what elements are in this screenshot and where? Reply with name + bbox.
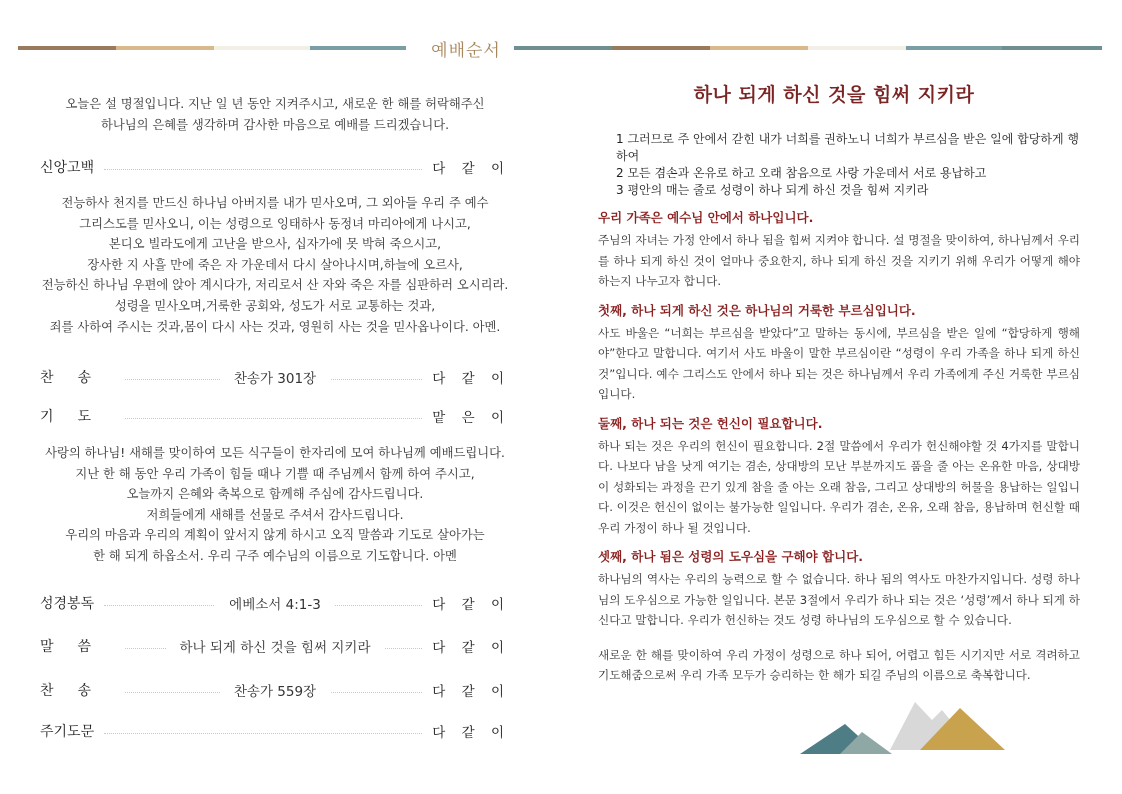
sermon-section — [598, 302, 1080, 405]
reading-row — [40, 592, 510, 614]
leader-dots — [104, 732, 422, 734]
leader-dots — [125, 417, 422, 419]
header-bar-segment — [18, 46, 116, 50]
creed-text — [40, 193, 510, 337]
header-bar-segment — [116, 46, 214, 50]
header-bar-segment — [710, 46, 808, 50]
creed-line: 그리스도를 믿사오니, 이는 성령으로 잉태하사 동정녀 마리아에게 나시고, — [79, 216, 471, 231]
header-bar-segment — [514, 46, 612, 50]
hymn-number: 찬송가 559장 — [40, 680, 510, 700]
hymn-leader: 다 같 이 — [432, 684, 510, 700]
conclusion-body: 새로운 한 해를 맞이하여 우리 가정이 성령으로 하나 되어, 어렵고 힘든 시기지만 서로 격려하고 기도해줌으로써 우리 가족 모두가 승리하는 한 해가 되길 주님의 이름으로 축복합니다. — [598, 647, 1080, 682]
reading-label: 성경봉독 — [40, 596, 95, 612]
reading-leader: 다 같 이 — [432, 597, 510, 613]
sermon-label: 말씀 — [40, 639, 116, 655]
creed-line: 전능하신 하나님 우편에 앉아 계시다가, 저리로서 산 자와 죽은 자를 심판하러 오시리라. — [41, 278, 509, 293]
hymn-number: 찬송가 301장 — [40, 367, 510, 387]
leader-dots — [104, 168, 422, 170]
leader-dots — [125, 691, 422, 693]
creed-leader: 다 같 이 — [432, 161, 510, 177]
prayer-row — [40, 405, 510, 427]
section-body: 사도 바울은 “너희는 부르심을 받았다”고 말하는 동시에, 부르심을 받은 일에 “합당하게 행해야”한다고 말합니다. 여기서 사도 바울이 말한 부르심이란 “성령이 우리 가족을 하나 되게 하신 것”입니다. 예수 그리스도 안에서 하나 되는 것은 하나님께서 우리 가족에게 주신 거룩한 부르심입니다. — [598, 325, 1080, 401]
reading-passage: 에베소서 4:1-3 — [40, 593, 510, 613]
creed-line: 전능하사 천지를 만드신 하나님 아버지를 내가 믿사오며, 그 외아들 우리 주 예수 — [61, 196, 489, 210]
mountains-illustration — [800, 690, 1030, 760]
creed-line: 본디오 빌라도에게 고난을 받으사, 십자가에 못 박혀 죽으시고, — [108, 237, 442, 252]
creed-line: 성령을 믿사오며,거룩한 공회와, 성도가 서로 교통하는 것과, — [114, 298, 436, 313]
verse-line: 2 모든 겸손과 온유로 하고 오래 참음으로 사랑 가운데서 서로 용납하고 — [616, 166, 987, 180]
prayer-line: 지난 한 해 동안 우리 가족이 힘들 때나 기쁠 때 주님께서 함께 하여 주시고, — [75, 466, 475, 481]
creed-line: 장사한 지 사흘 만에 죽은 자 가운데서 다시 살아나시며,하늘에 오르사, — [87, 257, 463, 272]
hymn-leader: 다 같 이 — [432, 371, 510, 387]
header-bar-segment — [612, 46, 710, 50]
prayer-label: 기도 — [40, 409, 116, 425]
verse-line: 3 평안의 매는 줄로 성령이 하나 되게 하신 것을 힘써 지키라 — [616, 183, 929, 197]
sermon-leader: 다 같 이 — [432, 640, 510, 656]
sermon-title: 하나 되게 하신 것을 힘써 지키라 — [693, 84, 975, 106]
intro-text — [40, 94, 510, 135]
section-heading: 우리 가족은 예수님 안에서 하나입니다. — [598, 210, 814, 225]
sermon-conclusion — [598, 645, 1080, 686]
prayer-line: 사랑의 하나님! 새해를 맞이하여 모든 식구들이 한자리에 모여 하나님께 예배드립니다. — [45, 446, 505, 460]
intro-line: 오늘은 설 명절입니다. 지난 일 년 동안 지켜주시고, 새로운 한 해를 허락해주신 — [65, 97, 485, 111]
sermon-page — [598, 80, 1080, 686]
section-body: 하나님의 역사는 우리의 능력으로 할 수 없습니다. 하나 됨의 역사도 마찬가지입니다. 성령 하나님의 도우심으로 가능한 일입니다. 본문 3절에서 우리가 하나 되는 것은 ‘성령’께서 하나 되게 하신다고 말합니다. 우리가 헌신하는 것도 성령 하나님의 도우심으로 할 수 있습니다. — [598, 572, 1080, 627]
prayer-line: 오늘까지 은혜와 축복으로 함께해 주심에 감사드립니다. — [126, 487, 424, 502]
sermon-title-ref: 하나 되게 하신 것을 힘써 지키라 — [40, 636, 510, 656]
header-title: 예배순서 — [431, 41, 501, 61]
prayer-line: 한 해 되게 하옵소서. 우리 구주 예수님의 이름으로 기도합니다. 아멘 — [93, 548, 457, 563]
sermon-section — [598, 415, 1080, 539]
header-bar-segment — [906, 46, 1002, 50]
sermon-row — [40, 635, 510, 657]
leader-dots — [125, 647, 422, 649]
lords-prayer-label: 주기도문 — [40, 724, 95, 740]
prayer-text — [40, 443, 510, 567]
lords-prayer-leader: 다 같 이 — [432, 725, 510, 741]
leader-dots — [125, 378, 422, 380]
section-heading: 첫째, 하나 되게 하신 것은 하나님의 거룩한 부르심입니다. — [598, 302, 916, 318]
intro-line: 하나님의 은혜를 생각하며 감사한 마음으로 예배를 드리겠습니다. — [100, 117, 450, 132]
creed-row — [40, 156, 510, 178]
creed-label: 신앙고백 — [40, 160, 95, 176]
lords-prayer-row — [40, 720, 510, 742]
prayer-line: 저희들에게 새해를 선물로 주셔서 감사드립니다. — [146, 507, 404, 522]
prayer-leader: 맡 은 이 — [432, 410, 510, 426]
section-body: 주님의 자녀는 가정 안에서 하나 됨을 힘써 지켜야 합니다. 설 명절을 맞이하여, 하나님께서 우리를 하나 되게 하신 것이 얼마나 중요한지, 하나 되게 하신 것을 지키기 위해 우리가 어떻게 해야 하는지 나누고자 합니다. — [598, 233, 1080, 288]
section-heading: 셋째, 하나 됨은 성령의 도우심을 구해야 합니다. — [598, 549, 864, 564]
leader-dots — [104, 604, 422, 606]
header-bar-segment — [214, 46, 310, 50]
creed-line: 죄를 사하여 주시는 것과,몸이 다시 사는 것과, 영원히 사는 것을 믿사옵나이다. 아멘. — [49, 319, 501, 334]
header-bar-segment — [310, 46, 406, 50]
prayer-line: 우리의 마음과 우리의 계획이 앞서지 않게 하시고 오직 말씀과 기도로 살아가는 — [65, 528, 485, 543]
header-bar-segment — [808, 46, 906, 50]
hymn-row-1 — [40, 366, 510, 388]
hymn-label: 찬송 — [40, 370, 116, 386]
verse-line: 1 그러므로 주 안에서 갇힌 내가 너희를 권하노니 너희가 부르심을 받은 일에 합당하게 행하여 — [616, 132, 1079, 163]
hymn-label: 찬송 — [40, 683, 116, 699]
sermon-section — [598, 548, 1080, 631]
section-body: 하나 되는 것은 우리의 헌신이 필요합니다. 2절 말씀에서 우리가 헌신해야할 것 4가지를 말합니다. 나보다 남을 낫게 여기는 겸손, 상대방의 모난 부분까지도 품을 줄 아는 온유한 마음, 상대방이 성화되는 과정을 끈기 있게 참을 줄 아는 오래 참음, 그리고 상대방의 허물을 용납하는 일입니다. 이것은 헌신이 없이는 불가능한 일입니다. 우리가 겸손, 온유, 오래 참음, 용납하며 헌신할 때 우리 가정이 하나 될 것입니다. — [598, 438, 1080, 535]
scripture-verses — [598, 131, 1080, 199]
header-bar-segment — [1002, 46, 1102, 50]
sermon-section — [598, 209, 1080, 292]
section-heading: 둘째, 하나 되는 것은 헌신이 필요합니다. — [598, 415, 823, 431]
hymn-row-2 — [40, 679, 510, 701]
